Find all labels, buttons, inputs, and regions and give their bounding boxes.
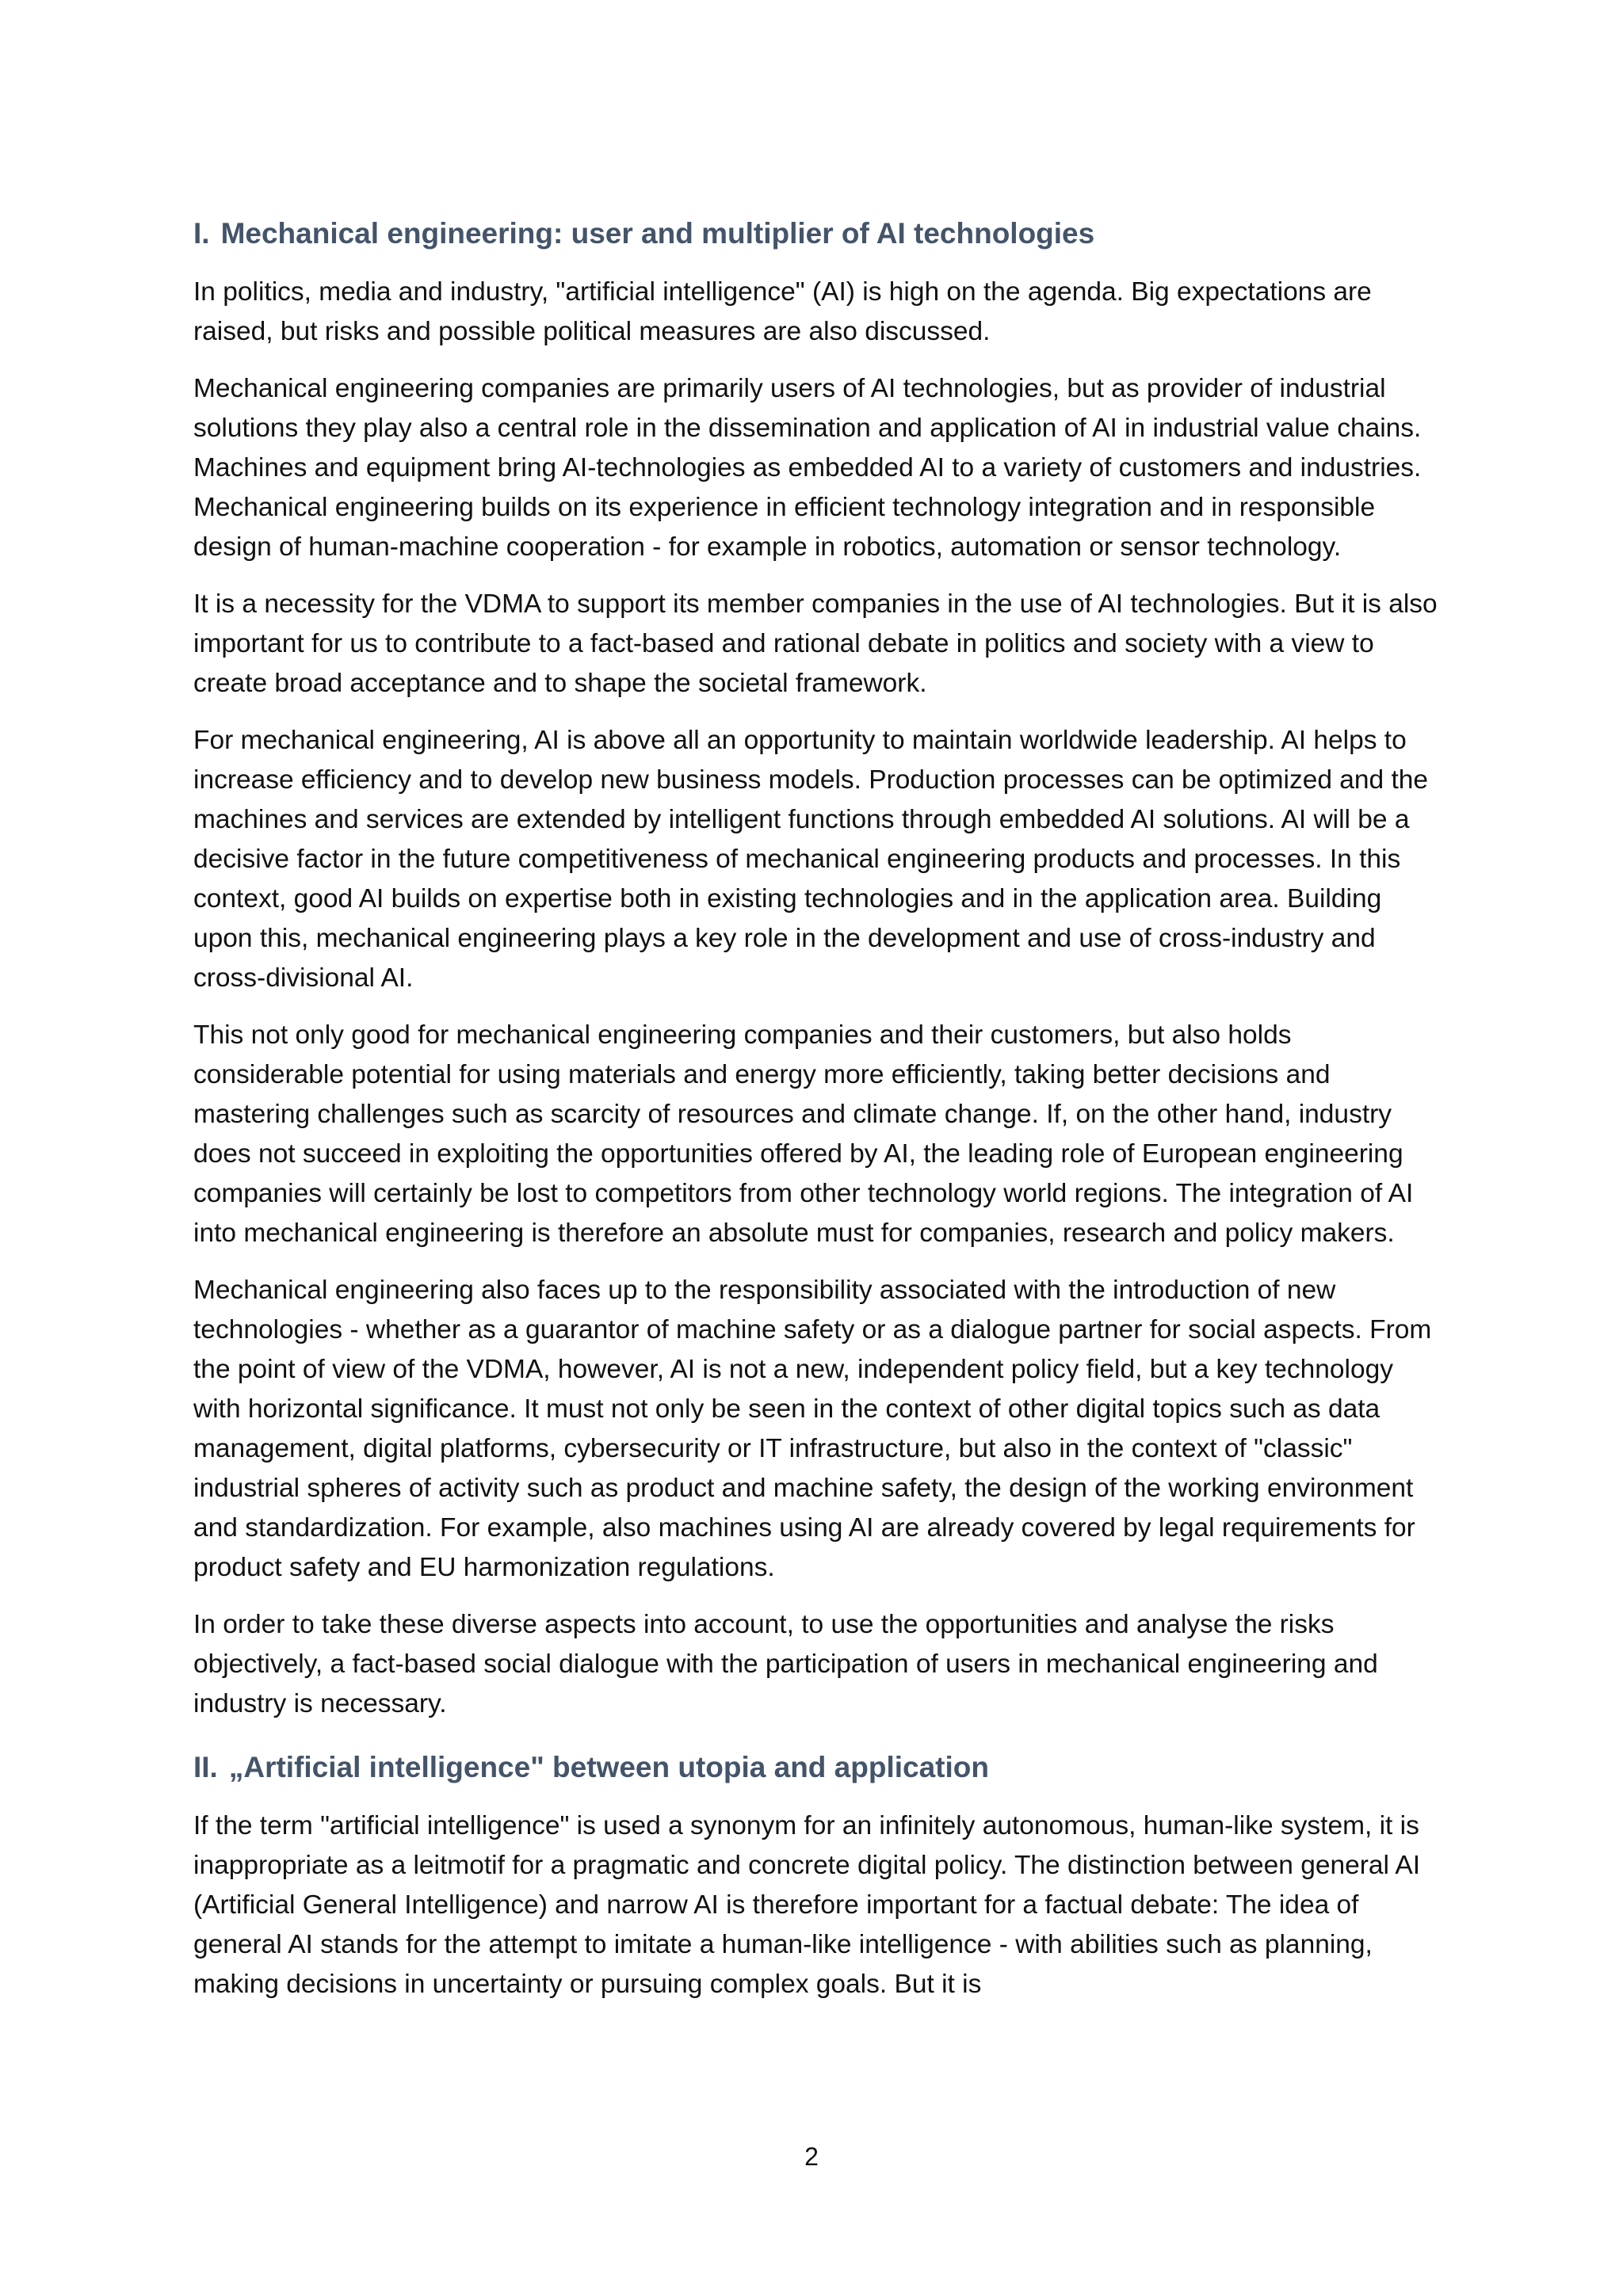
paragraph: This not only good for mechanical engineering companies and their customers, but also holds considerable potential for using materials and energy more efficiently, taking better decisions and mastering challenges such as scarcity of resources and climate change. If, on the other hand, industry does not succeed in exploiting the opportunities offered by AI, the leading role of European engineering companies will certainly be lost to competitors from other technology world regions. The integration of AI into mechanical engineering is therefore an absolute must for companies, research and policy makers. (193, 1020, 1414, 1248)
page-content (193, 208, 1439, 2022)
paragraph: It is a necessity for the VDMA to support its member companies in the use of AI technologies. But it is also important for us to contribute to a fact-based and rational debate in politics and society with a view to create broad acceptance and to shape the societal framework. (193, 589, 1438, 698)
paragraph: Mechanical engineering also faces up to the responsibility associated with the introduction of new technologies - whether as a guarantor of machine safety or as a dialogue partner for social aspects. From the point of view of the VDMA, however, AI is not a new, independent policy field, but a key technology with horizontal significance. It must not only be seen in the context of other digital topics such as data management, digital platforms, cybersecurity or IT infrastructure, but also in the context of "classic" industrial spheres of activity such as product and machine safety, the design of the working environment and standardization. For example, also machines using AI are already covered by legal requirements for product safety and EU harmonization regulations. (193, 1276, 1432, 1582)
page-number: 2 (804, 2142, 819, 2171)
section-2-title: „Artificial intelligence" between utopia and application (228, 1751, 989, 1783)
paragraph: For mechanical engineering, AI is above all an opportunity to maintain worldwide leadership. AI helps to increase efficiency and to develop new business models. Production processes can be optimized and the machines and services are extended by intelligent functions through embedded AI solutions. AI will be a decisive factor in the future competitiveness of mechanical engineering products and processes. In this context, good AI builds on expertise both in existing technologies and in the application area. Building upon this, mechanical engineering plays a key role in the development and use of cross-industry and cross-divisional AI. (193, 726, 1429, 993)
section-2-number: II. (193, 1751, 218, 1783)
section-1-number: I. (193, 217, 210, 250)
section-1-title: Mechanical engineering: user and multiplier of AI technologies (220, 217, 1095, 250)
paragraph: In politics, media and industry, "artificial intelligence" (AI) is high on the agenda. Big expectations are raised, but risks and possible political measures are also discussed. (193, 277, 1372, 346)
paragraph: Mechanical engineering companies are primarily users of AI technologies, but as provider of industrial solutions they play also a central role in the dissemination and application of AI in industrial value chains. Machines and equipment bring AI-technologies as embedded AI to a variety of customers and industries. Mechanical engineering builds on its experience in efficient technology integration and in responsible design of human-machine cooperation - for example in robotics, automation or sensor technology. (193, 374, 1422, 562)
section-1-heading (193, 208, 1439, 260)
section-2-heading (193, 1741, 1439, 1794)
paragraph: In order to take these diverse aspects into account, to use the opportunities and analyse the risks objectively, a fact-based social dialogue with the participation of users in mechanical engineering and industry is necessary. (193, 1610, 1378, 1718)
paragraph: If the term "artificial intelligence" is used a synonym for an infinitely autonomous, human-like system, it is inappropriate as a leitmotif for a pragmatic and concrete digital policy. The distinction between general AI (Artificial General Intelligence) and narrow AI is therefore important for a factual debate: The idea of general AI stands for the attempt to imitate a human-like intelligence - with abilities such as planning, making decisions in uncertainty or pursuing complex goals. But it is (193, 1811, 1421, 1999)
